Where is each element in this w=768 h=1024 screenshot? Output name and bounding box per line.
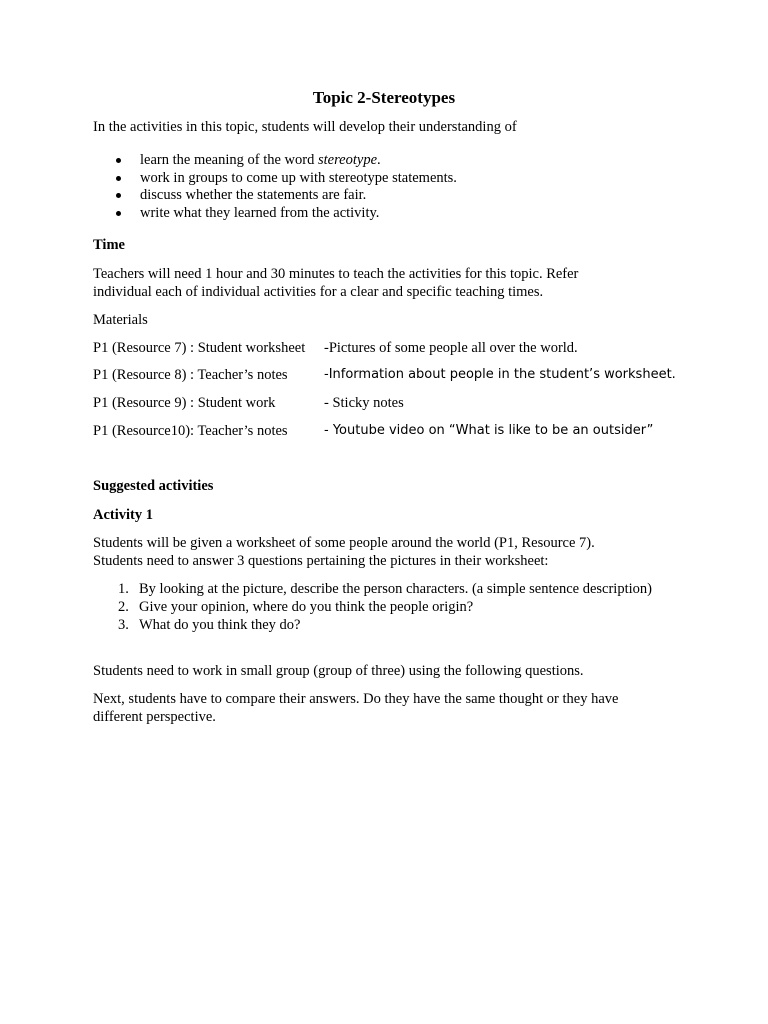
objective-text: learn the meaning of the word [140,152,318,168]
list-item [93,598,699,616]
material-description: - Sticky notes [324,395,404,411]
intro-text: In the activities in this topic, students will develop their understanding of [93,119,517,135]
material-description: - Youtube video on “What is like to be an outsider” [324,423,654,438]
bullet-icon [116,158,121,163]
material-resource: P1 (Resource 8) : Teacher’s notes [93,367,288,383]
list-item [93,187,457,205]
material-description: -Information about people in the student’s worksheet. [324,367,676,382]
question-text: What do you think they do? [139,617,301,633]
suggested-activities-heading: Suggested activities [93,478,214,494]
objectives-list [93,152,457,222]
material-resource: P1 (Resource 7) : Student worksheet [93,340,306,356]
question-text: By looking at the picture, describe the person characters. (a simple sentence description) [139,581,652,597]
list-item [93,152,457,170]
list-item [93,580,699,598]
compare-text-line-2: different perspective. [93,709,216,725]
objective-text: work in groups to come up with stereotype statements. [140,169,457,186]
questions-list [93,580,699,634]
activity-1-heading: Activity 1 [93,507,153,523]
question-number: 2. [118,599,129,615]
objective-text: write what they learned from the activity. [140,204,380,221]
question-text: Give your opinion, where do you think the people origin? [139,599,474,615]
compare-text-line-1: Next, students have to compare their answers. Do they have the same thought or they have [93,691,619,707]
group-work-text: Students need to work in small group (group of three) using the following questions. [93,663,584,679]
list-item [93,170,457,188]
page-title: Topic 2-Stereotypes [312,88,456,107]
bullet-icon [116,211,121,216]
activity-1-text-line-1: Students will be given a worksheet of some people around the world (P1, Resource 7). [93,535,595,551]
objective-suffix: . [377,152,381,168]
time-heading: Time [93,237,125,253]
time-text-line-1: Teachers will need 1 hour and 30 minutes to teach the activities for this topic. Refer [93,266,579,282]
materials-heading: Materials [93,312,148,328]
objective-italic: stereotype [317,152,378,168]
activity-1-text-line-2: Students need to answer 3 questions pertaining the pictures in their worksheet: [93,553,549,569]
list-item [93,616,699,634]
time-text-line-2: individual each of individual activities for a clear and specific teaching times. [93,284,544,300]
objective-text: discuss whether the statements are fair. [140,187,367,203]
list-item [93,205,457,223]
question-number: 3. [118,617,129,633]
material-resource: P1 (Resource10): Teacher’s notes [93,423,288,439]
question-number: 1. [118,581,129,597]
bullet-icon [116,176,121,181]
material-resource: P1 (Resource 9) : Student work [93,395,276,411]
bullet-icon [116,193,121,198]
material-description: -Pictures of some people all over the world. [324,340,578,356]
